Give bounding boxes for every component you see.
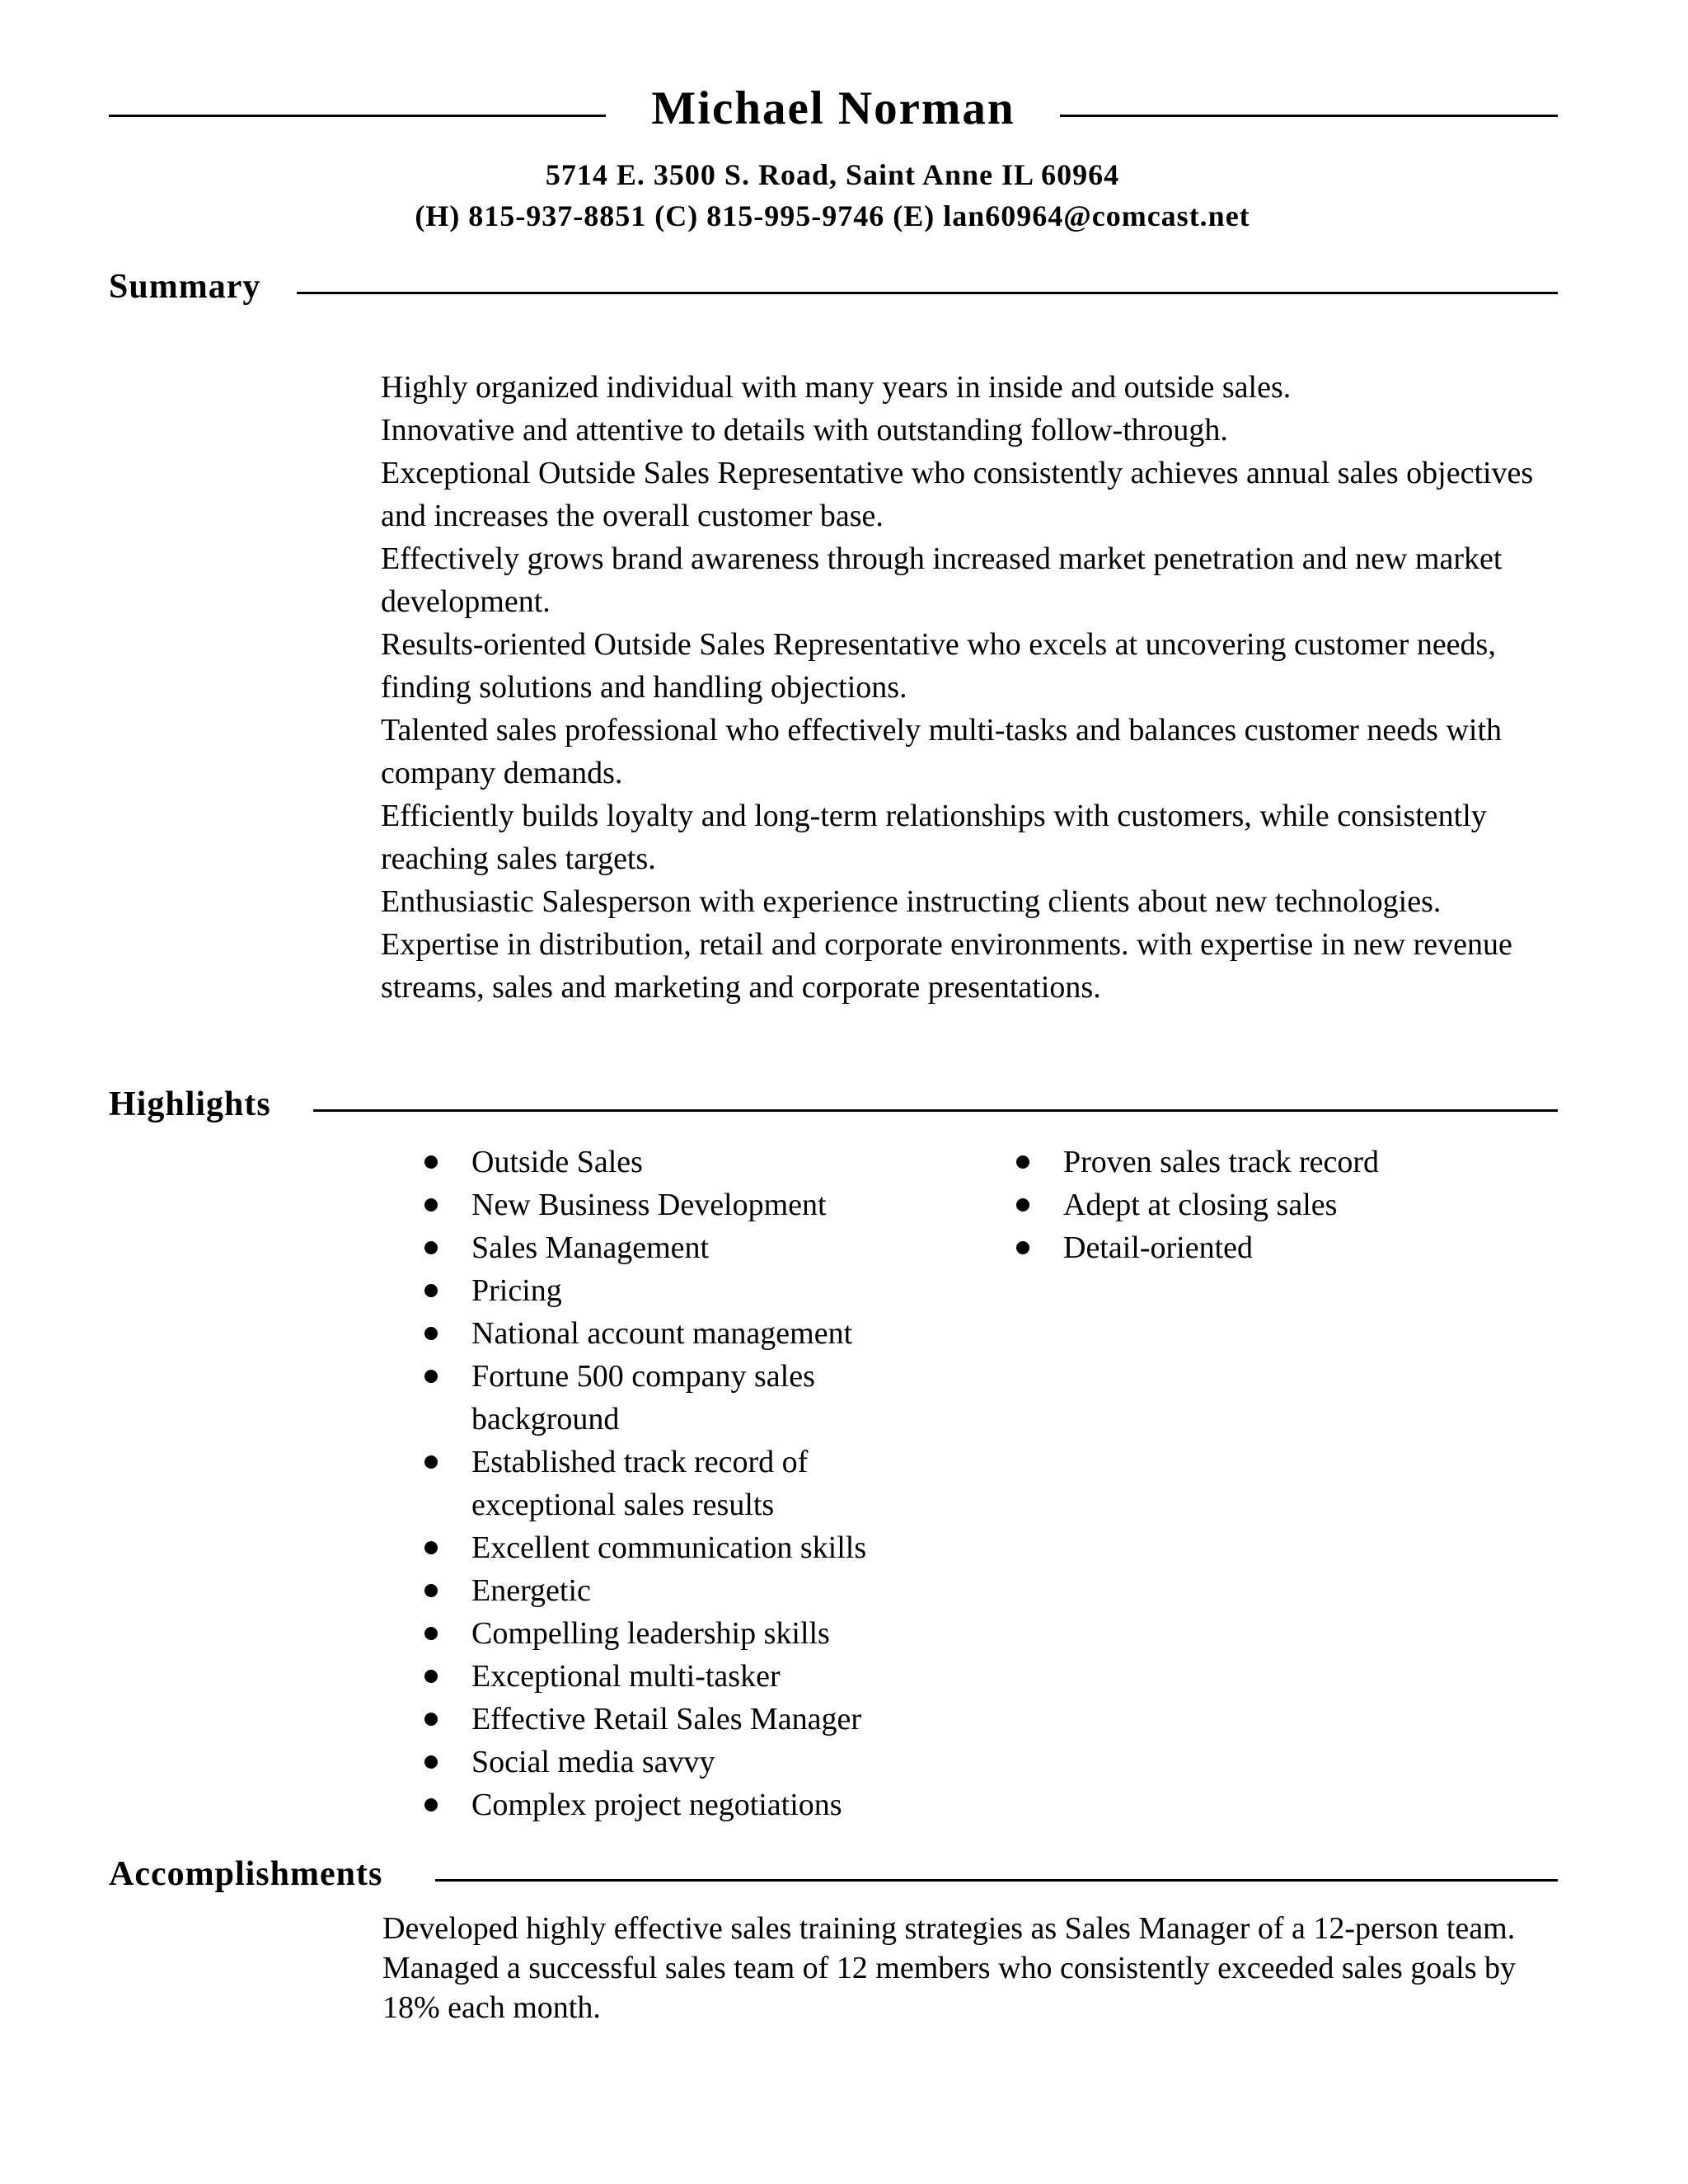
- bullet-icon: [424, 1198, 438, 1212]
- list-item: Detail-oriented: [1012, 1226, 1523, 1269]
- summary-item: Efficiently builds loyalty and long-term relationships with customers, while consistently reaching sales targets.: [381, 799, 1487, 876]
- list-item: New Business Development: [420, 1183, 931, 1226]
- summary-heading: Summary: [109, 262, 275, 312]
- name-row: [109, 76, 1558, 142]
- bullet-icon: [424, 1284, 438, 1297]
- list-item: Energetic: [420, 1569, 931, 1612]
- accomplishments-rule: [435, 1879, 1558, 1882]
- bullet-icon: [1016, 1198, 1029, 1212]
- bullet-icon: [1016, 1241, 1029, 1254]
- summary-heading-row: [109, 262, 1558, 312]
- bullet-icon: [424, 1798, 438, 1811]
- summary-item: Expertise in distribution, retail and corporate environments. with expertise in new revenue streams, sales and marketing and corporate presentations.: [381, 927, 1512, 1005]
- summary-item: Exceptional Outside Sales Representative who consistently achieves annual sales objectives and increases the overall customer base.: [381, 456, 1534, 533]
- list-item: Compelling leadership skills: [420, 1612, 931, 1655]
- summary-body: [381, 366, 1551, 1009]
- bullet-icon: [424, 1713, 438, 1726]
- list-item: Established track record of exceptional sales results: [420, 1441, 931, 1526]
- bullet-icon: [424, 1755, 438, 1769]
- phone-email-line: (H) 815-937-8851 (C) 815-995-9746 (E) lan60964@comcast.net: [415, 199, 1250, 232]
- list-item: Excellent communication skills: [420, 1526, 931, 1569]
- list-item: Complex project negotiations: [420, 1783, 931, 1826]
- name-rule-right: [1060, 115, 1558, 117]
- summary-item: Effectively grows brand awareness through increased market penetration and new market development.: [381, 541, 1503, 619]
- summary-item: Highly organized individual with many years in inside and outside sales.: [381, 370, 1292, 405]
- summary-item: Results-oriented Outside Sales Representative who excels at uncovering customer needs, finding solutions and handling objections.: [381, 627, 1496, 705]
- summary-item: Talented sales professional who effectively multi-tasks and balances customer needs with company demands.: [381, 713, 1503, 790]
- bullet-icon: [424, 1455, 438, 1469]
- address-line: 5714 E. 3500 S. Road, Saint Anne IL 60964: [545, 158, 1120, 191]
- list-item: Proven sales track record: [1012, 1141, 1523, 1183]
- candidate-name: Michael Norman: [651, 82, 1015, 134]
- accomplishments-body: Developed highly effective sales training strategies as Sales Manager of a 12-person team. Managed a successful sales team of 12 members who consistently exceeded sales goals by 18% each month.: [382, 1911, 1516, 2025]
- summary-rule: [297, 292, 1558, 294]
- summary-item: Enthusiastic Salesperson with experience instructing clients about new technologies.: [381, 884, 1442, 919]
- highlights-list-right: [1012, 1141, 1523, 1269]
- accomplishments-heading-row: [109, 1849, 1558, 1899]
- list-item: Adept at closing sales: [1012, 1183, 1523, 1226]
- highlights-list-left: [420, 1141, 931, 1826]
- bullet-icon: [424, 1584, 438, 1597]
- bullet-icon: [424, 1627, 438, 1640]
- list-item: Fortune 500 company sales background: [420, 1355, 931, 1441]
- list-item: Sales Management: [420, 1226, 931, 1269]
- highlights-heading: Highlights: [109, 1080, 286, 1129]
- bullet-icon: [424, 1670, 438, 1683]
- highlights-heading-row: [109, 1080, 1558, 1129]
- summary-item: Innovative and attentive to details with outstanding follow-through.: [381, 413, 1228, 448]
- bullet-icon: [424, 1327, 438, 1340]
- list-item: Pricing: [420, 1269, 931, 1312]
- list-item: Effective Retail Sales Manager: [420, 1698, 931, 1741]
- bullet-icon: [424, 1241, 438, 1254]
- bullet-icon: [424, 1541, 438, 1554]
- bullet-icon: [424, 1155, 438, 1169]
- bullet-icon: [1016, 1155, 1029, 1169]
- accomplishments-heading: Accomplishments: [109, 1849, 397, 1899]
- bullet-icon: [424, 1370, 438, 1383]
- list-item: National account management: [420, 1312, 931, 1355]
- list-item: Exceptional multi-tasker: [420, 1655, 931, 1698]
- list-item: Social media savvy: [420, 1741, 931, 1783]
- list-item: Outside Sales: [420, 1141, 931, 1183]
- highlights-rule: [313, 1109, 1558, 1112]
